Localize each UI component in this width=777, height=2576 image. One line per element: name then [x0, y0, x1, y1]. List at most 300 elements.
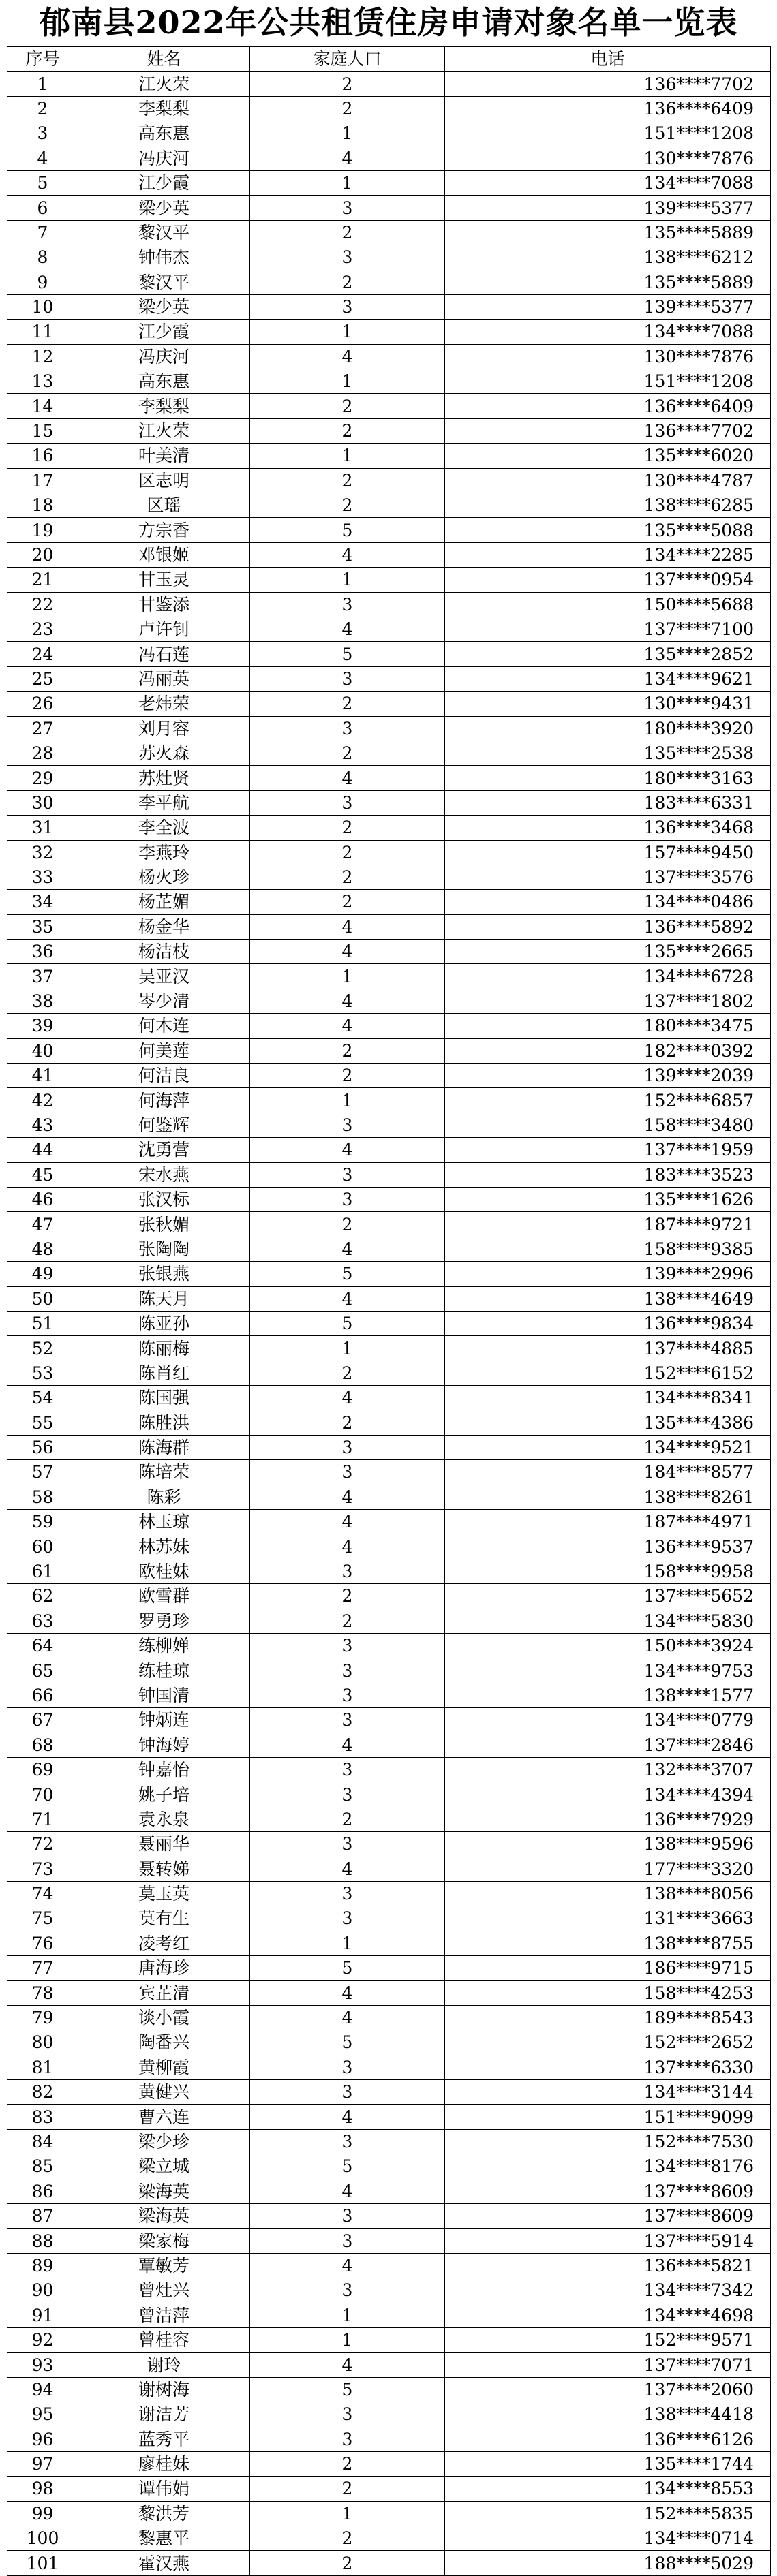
cell-phone: 138****4649: [445, 1286, 771, 1311]
cell-household-size: 4: [250, 1510, 445, 1534]
table-row: [7, 245, 771, 270]
table-row: [7, 617, 771, 641]
cell-index: 46: [7, 1187, 78, 1211]
cell-household-size: 5: [250, 2030, 445, 2055]
cell-household-size: 3: [250, 666, 445, 691]
cell-name: 苏灶贤: [78, 766, 250, 790]
cell-name: 袁永泉: [78, 1807, 250, 1831]
cell-index: 51: [7, 1311, 78, 1335]
cell-index: 58: [7, 1485, 78, 1509]
cell-phone: 135****2852: [445, 642, 771, 666]
cell-phone: 134****8176: [445, 2154, 771, 2179]
cell-index: 32: [7, 840, 78, 865]
cell-index: 12: [7, 344, 78, 369]
cell-phone: 134****9753: [445, 1658, 771, 1683]
cell-name: 高东惠: [78, 121, 250, 146]
cell-index: 45: [7, 1162, 78, 1187]
cell-phone: 135****6020: [445, 444, 771, 468]
cell-name: 练柳婵: [78, 1634, 250, 1658]
table-row: [7, 2526, 771, 2551]
table-row: [7, 1757, 771, 1782]
cell-index: 4: [7, 146, 78, 170]
cell-name: 莫有生: [78, 1906, 250, 1931]
cell-phone: 151****9099: [445, 2105, 771, 2129]
cell-phone: 134****7342: [445, 2278, 771, 2303]
cell-household-size: 2: [250, 890, 445, 914]
cell-household-size: 3: [250, 1881, 445, 1906]
cell-name: 谈小霞: [78, 2005, 250, 2030]
cell-phone: 138****6212: [445, 245, 771, 270]
cell-name: 钟海婷: [78, 1733, 250, 1757]
cell-household-size: 5: [250, 518, 445, 542]
table-row: [7, 1187, 771, 1211]
cell-phone: 136****6126: [445, 2427, 771, 2451]
cell-index: 61: [7, 1559, 78, 1583]
cell-household-size: 1: [250, 444, 445, 468]
cell-phone: 134****0714: [445, 2526, 771, 2551]
cell-household-size: 3: [250, 2402, 445, 2427]
cell-name: 何木连: [78, 1014, 250, 1038]
cell-phone: 180****3163: [445, 766, 771, 790]
cell-name: 梁少珍: [78, 2129, 250, 2154]
cell-index: 76: [7, 1931, 78, 1955]
cell-household-size: 1: [250, 320, 445, 344]
cell-index: 21: [7, 568, 78, 592]
cell-household-size: 4: [250, 2005, 445, 2030]
cell-index: 16: [7, 444, 78, 468]
cell-phone: 151****1208: [445, 121, 771, 146]
cell-household-size: 3: [250, 1683, 445, 1707]
cell-household-size: 3: [250, 1832, 445, 1857]
cell-phone: 152****6152: [445, 1361, 771, 1385]
cell-name: 何海萍: [78, 1088, 250, 1113]
cell-household-size: 4: [250, 146, 445, 170]
table-row: [7, 1956, 771, 1981]
table-row: [7, 2129, 771, 2154]
cell-index: 39: [7, 1014, 78, 1038]
table-row: [7, 666, 771, 691]
cell-index: 22: [7, 592, 78, 617]
cell-phone: 180****3475: [445, 1014, 771, 1038]
table-row: [7, 493, 771, 518]
table-row: [7, 2427, 771, 2451]
table-row: [7, 196, 771, 220]
cell-name: 李平航: [78, 790, 250, 815]
cell-household-size: 1: [250, 2303, 445, 2327]
cell-name: 宾芷清: [78, 1981, 250, 2005]
cell-name: 林苏妹: [78, 1534, 250, 1559]
cell-household-size: 2: [250, 741, 445, 765]
cell-name: 江少霞: [78, 170, 250, 195]
cell-household-size: 4: [250, 2105, 445, 2129]
cell-index: 68: [7, 1733, 78, 1757]
cell-phone: 130****4787: [445, 468, 771, 493]
table-row: [7, 790, 771, 815]
cell-phone: 137****1959: [445, 1138, 771, 1162]
cell-index: 81: [7, 2055, 78, 2079]
cell-index: 7: [7, 220, 78, 245]
table-row: [7, 2203, 771, 2228]
cell-index: 52: [7, 1336, 78, 1361]
cell-household-size: 5: [250, 1311, 445, 1335]
table-row: [7, 2477, 771, 2501]
cell-phone: 134****2285: [445, 542, 771, 567]
cell-index: 85: [7, 2154, 78, 2179]
table-row: [7, 592, 771, 617]
table-row: [7, 1460, 771, 1485]
table-row: [7, 2377, 771, 2402]
cell-name: 李梨梨: [78, 394, 250, 418]
table-row: [7, 1708, 771, 1733]
table-row: [7, 816, 771, 840]
table-row: [7, 344, 771, 369]
cell-phone: 134****4698: [445, 2303, 771, 2327]
cell-index: 40: [7, 1038, 78, 1063]
cell-index: 9: [7, 270, 78, 294]
header-name: 姓名: [78, 47, 250, 72]
cell-name: 陈国强: [78, 1386, 250, 1410]
cell-index: 8: [7, 245, 78, 270]
table-row: [7, 1534, 771, 1559]
cell-household-size: 1: [250, 2327, 445, 2352]
cell-index: 43: [7, 1113, 78, 1137]
cell-index: 44: [7, 1138, 78, 1162]
cell-household-size: 3: [250, 196, 445, 220]
cell-phone: 134****0779: [445, 1708, 771, 1733]
cell-index: 50: [7, 1286, 78, 1311]
cell-name: 黎洪芳: [78, 2501, 250, 2526]
cell-name: 曾灶兴: [78, 2278, 250, 2303]
cell-household-size: 2: [250, 1212, 445, 1237]
table-row: [7, 220, 771, 245]
cell-index: 77: [7, 1956, 78, 1981]
table-row: [7, 1733, 771, 1757]
table-row: [7, 2229, 771, 2253]
cell-household-size: 2: [250, 2551, 445, 2575]
cell-phone: 152****7530: [445, 2129, 771, 2154]
cell-name: 莫玉英: [78, 1881, 250, 1906]
cell-name: 卢许钊: [78, 617, 250, 641]
table-row: [7, 642, 771, 666]
cell-phone: 152****9571: [445, 2327, 771, 2352]
cell-phone: 134****8341: [445, 1386, 771, 1410]
cell-index: 6: [7, 196, 78, 220]
cell-household-size: 3: [250, 1559, 445, 1583]
cell-household-size: 4: [250, 2179, 445, 2203]
cell-index: 60: [7, 1534, 78, 1559]
table-row: [7, 1609, 771, 1633]
cell-household-size: 3: [250, 2129, 445, 2154]
cell-index: 59: [7, 1510, 78, 1534]
cell-name: 谢玲: [78, 2353, 250, 2377]
cell-phone: 152****6857: [445, 1088, 771, 1113]
cell-phone: 132****3707: [445, 1757, 771, 1782]
table-row: [7, 2253, 771, 2278]
cell-index: 28: [7, 741, 78, 765]
cell-phone: 136****9834: [445, 1311, 771, 1335]
cell-household-size: 4: [250, 1534, 445, 1559]
cell-phone: 182****0392: [445, 1038, 771, 1063]
cell-name: 陈培荣: [78, 1460, 250, 1485]
cell-index: 75: [7, 1906, 78, 1931]
table-row: [7, 2402, 771, 2427]
cell-household-size: 3: [250, 716, 445, 741]
table-row: [7, 568, 771, 592]
cell-household-size: 3: [250, 1162, 445, 1187]
table-row: [7, 1906, 771, 1931]
cell-index: 101: [7, 2551, 78, 2575]
cell-household-size: 5: [250, 2154, 445, 2179]
table-row: [7, 940, 771, 964]
cell-phone: 138****8261: [445, 1485, 771, 1509]
cell-household-size: 2: [250, 2477, 445, 2501]
cell-name: 何洁良: [78, 1064, 250, 1088]
cell-name: 林玉琼: [78, 1510, 250, 1534]
cell-phone: 134****9521: [445, 1435, 771, 1459]
cell-phone: 135****5088: [445, 518, 771, 542]
table-row: [7, 1658, 771, 1683]
table-row: [7, 2030, 771, 2055]
cell-phone: 187****9721: [445, 1212, 771, 1237]
table-row: [7, 1510, 771, 1534]
table-row: [7, 2303, 771, 2327]
cell-household-size: 3: [250, 2203, 445, 2228]
cell-name: 聂丽华: [78, 1832, 250, 1857]
cell-phone: 139****2039: [445, 1064, 771, 1088]
cell-household-size: 4: [250, 1857, 445, 1881]
table-row: [7, 394, 771, 418]
cell-phone: 137****2060: [445, 2377, 771, 2402]
table-row: [7, 444, 771, 468]
cell-household-size: 1: [250, 1088, 445, 1113]
cell-name: 区志明: [78, 468, 250, 493]
cell-name: 罗勇珍: [78, 1609, 250, 1633]
table-row: [7, 1410, 771, 1435]
table-row: [7, 1138, 771, 1162]
table-row: [7, 1361, 771, 1385]
cell-name: 张汉标: [78, 1187, 250, 1211]
table-row: [7, 964, 771, 989]
cell-index: 37: [7, 964, 78, 989]
cell-phone: 184****8577: [445, 1460, 771, 1485]
cell-name: 老炜荣: [78, 692, 250, 716]
table-row: [7, 1807, 771, 1831]
cell-index: 73: [7, 1857, 78, 1881]
cell-index: 1: [7, 72, 78, 96]
cell-name: 张秋媚: [78, 1212, 250, 1237]
cell-phone: 130****7876: [445, 146, 771, 170]
table-row: [7, 2551, 771, 2575]
table-row: [7, 914, 771, 939]
cell-phone: 152****2652: [445, 2030, 771, 2055]
table-row: [7, 1162, 771, 1187]
cell-index: 90: [7, 2278, 78, 2303]
cell-phone: 139****5377: [445, 196, 771, 220]
table-row: [7, 1212, 771, 1237]
cell-index: 24: [7, 642, 78, 666]
cell-index: 95: [7, 2402, 78, 2427]
cell-phone: 134****0486: [445, 890, 771, 914]
cell-name: 曾洁萍: [78, 2303, 250, 2327]
cell-name: 甘鉴添: [78, 592, 250, 617]
table-row: [7, 2179, 771, 2203]
cell-household-size: 2: [250, 220, 445, 245]
cell-phone: 137****7071: [445, 2353, 771, 2377]
cell-phone: 134****7088: [445, 320, 771, 344]
header-household-size: 家庭人口: [250, 47, 445, 72]
cell-household-size: 4: [250, 1386, 445, 1410]
cell-name: 张陶陶: [78, 1237, 250, 1261]
cell-index: 64: [7, 1634, 78, 1658]
cell-index: 11: [7, 320, 78, 344]
cell-index: 31: [7, 816, 78, 840]
cell-phone: 136****7929: [445, 1807, 771, 1831]
cell-phone: 136****6409: [445, 394, 771, 418]
cell-name: 梁家梅: [78, 2229, 250, 2253]
applicant-table: [7, 46, 771, 2576]
cell-name: 梁少英: [78, 294, 250, 319]
table-row: [7, 716, 771, 741]
cell-name: 吴亚汉: [78, 964, 250, 989]
cell-household-size: 4: [250, 2353, 445, 2377]
cell-index: 14: [7, 394, 78, 418]
cell-phone: 183****3523: [445, 1162, 771, 1187]
cell-name: 梁立城: [78, 2154, 250, 2179]
cell-name: 杨洁枝: [78, 940, 250, 964]
cell-name: 岑少清: [78, 989, 250, 1013]
cell-household-size: 4: [250, 940, 445, 964]
cell-household-size: 3: [250, 1460, 445, 1485]
table-row: [7, 1857, 771, 1881]
cell-index: 49: [7, 1262, 78, 1286]
cell-name: 何鉴辉: [78, 1113, 250, 1137]
cell-phone: 183****6331: [445, 790, 771, 815]
cell-household-size: 2: [250, 418, 445, 443]
cell-phone: 137****8609: [445, 2179, 771, 2203]
cell-name: 陈胜洪: [78, 1410, 250, 1435]
cell-index: 15: [7, 418, 78, 443]
table-row: [7, 542, 771, 567]
cell-household-size: 1: [250, 121, 445, 146]
cell-phone: 186****9715: [445, 1956, 771, 1981]
cell-household-size: 3: [250, 1782, 445, 1807]
cell-phone: 152****5835: [445, 2501, 771, 2526]
cell-phone: 180****3920: [445, 716, 771, 741]
cell-household-size: 1: [250, 170, 445, 195]
cell-household-size: 5: [250, 2377, 445, 2402]
cell-phone: 135****2665: [445, 940, 771, 964]
table-row: [7, 1881, 771, 1906]
header-phone: 电话: [445, 47, 771, 72]
cell-name: 宋水燕: [78, 1162, 250, 1187]
cell-phone: 135****4386: [445, 1410, 771, 1435]
cell-name: 张银燕: [78, 1262, 250, 1286]
cell-index: 2: [7, 96, 78, 121]
table-row: [7, 170, 771, 195]
cell-household-size: 3: [250, 2427, 445, 2451]
cell-name: 姚子培: [78, 1782, 250, 1807]
table-row: [7, 692, 771, 716]
cell-name: 李梨梨: [78, 96, 250, 121]
table-row: [7, 2501, 771, 2526]
cell-name: 凌考红: [78, 1931, 250, 1955]
cell-household-size: 2: [250, 1584, 445, 1609]
cell-name: 钟嘉怡: [78, 1757, 250, 1782]
cell-phone: 150****3924: [445, 1634, 771, 1658]
cell-phone: 137****3576: [445, 865, 771, 889]
cell-household-size: 2: [250, 2451, 445, 2476]
cell-household-size: 2: [250, 1609, 445, 1633]
cell-name: 谭伟娟: [78, 2477, 250, 2501]
table-row: [7, 1386, 771, 1410]
cell-household-size: 4: [250, 542, 445, 567]
cell-name: 江火荣: [78, 72, 250, 96]
cell-household-size: 2: [250, 816, 445, 840]
table-row: [7, 270, 771, 294]
cell-phone: 158****9958: [445, 1559, 771, 1583]
cell-name: 刘月容: [78, 716, 250, 741]
cell-index: 71: [7, 1807, 78, 1831]
cell-phone: 134****3144: [445, 2080, 771, 2105]
cell-household-size: 2: [250, 468, 445, 493]
cell-phone: 150****5688: [445, 592, 771, 617]
cell-household-size: 1: [250, 1336, 445, 1361]
cell-index: 78: [7, 1981, 78, 2005]
cell-name: 曹六连: [78, 2105, 250, 2129]
cell-phone: 158****3480: [445, 1113, 771, 1137]
cell-phone: 134****5830: [445, 1609, 771, 1633]
cell-name: 蓝秀平: [78, 2427, 250, 2451]
cell-phone: 137****0954: [445, 568, 771, 592]
cell-index: 70: [7, 1782, 78, 1807]
cell-phone: 187****4971: [445, 1510, 771, 1534]
cell-phone: 177****3320: [445, 1857, 771, 1881]
cell-household-size: 4: [250, 1237, 445, 1261]
table-row: [7, 96, 771, 121]
cell-household-size: 3: [250, 592, 445, 617]
cell-name: 黄健兴: [78, 2080, 250, 2105]
cell-name: 冯石莲: [78, 642, 250, 666]
cell-phone: 134****9621: [445, 666, 771, 691]
cell-index: 74: [7, 1881, 78, 1906]
cell-index: 55: [7, 1410, 78, 1435]
cell-index: 63: [7, 1609, 78, 1633]
cell-household-size: 3: [250, 790, 445, 815]
cell-household-size: 4: [250, 766, 445, 790]
cell-phone: 139****2996: [445, 1262, 771, 1286]
cell-phone: 130****9431: [445, 692, 771, 716]
cell-household-size: 4: [250, 2253, 445, 2278]
cell-phone: 138****8056: [445, 1881, 771, 1906]
cell-household-size: 2: [250, 394, 445, 418]
table-row: [7, 518, 771, 542]
cell-index: 99: [7, 2501, 78, 2526]
cell-name: 高东惠: [78, 369, 250, 394]
cell-household-size: 2: [250, 2526, 445, 2551]
cell-phone: 135****1744: [445, 2451, 771, 2476]
cell-index: 48: [7, 1237, 78, 1261]
header-index: 序号: [7, 47, 78, 72]
cell-index: 5: [7, 170, 78, 195]
table-row: [7, 2055, 771, 2079]
cell-name: 方宗香: [78, 518, 250, 542]
table-row: [7, 1683, 771, 1707]
cell-index: 72: [7, 1832, 78, 1857]
cell-household-size: 2: [250, 1038, 445, 1063]
cell-name: 练桂琼: [78, 1658, 250, 1683]
cell-name: 欧桂妹: [78, 1559, 250, 1583]
cell-phone: 136****5892: [445, 914, 771, 939]
